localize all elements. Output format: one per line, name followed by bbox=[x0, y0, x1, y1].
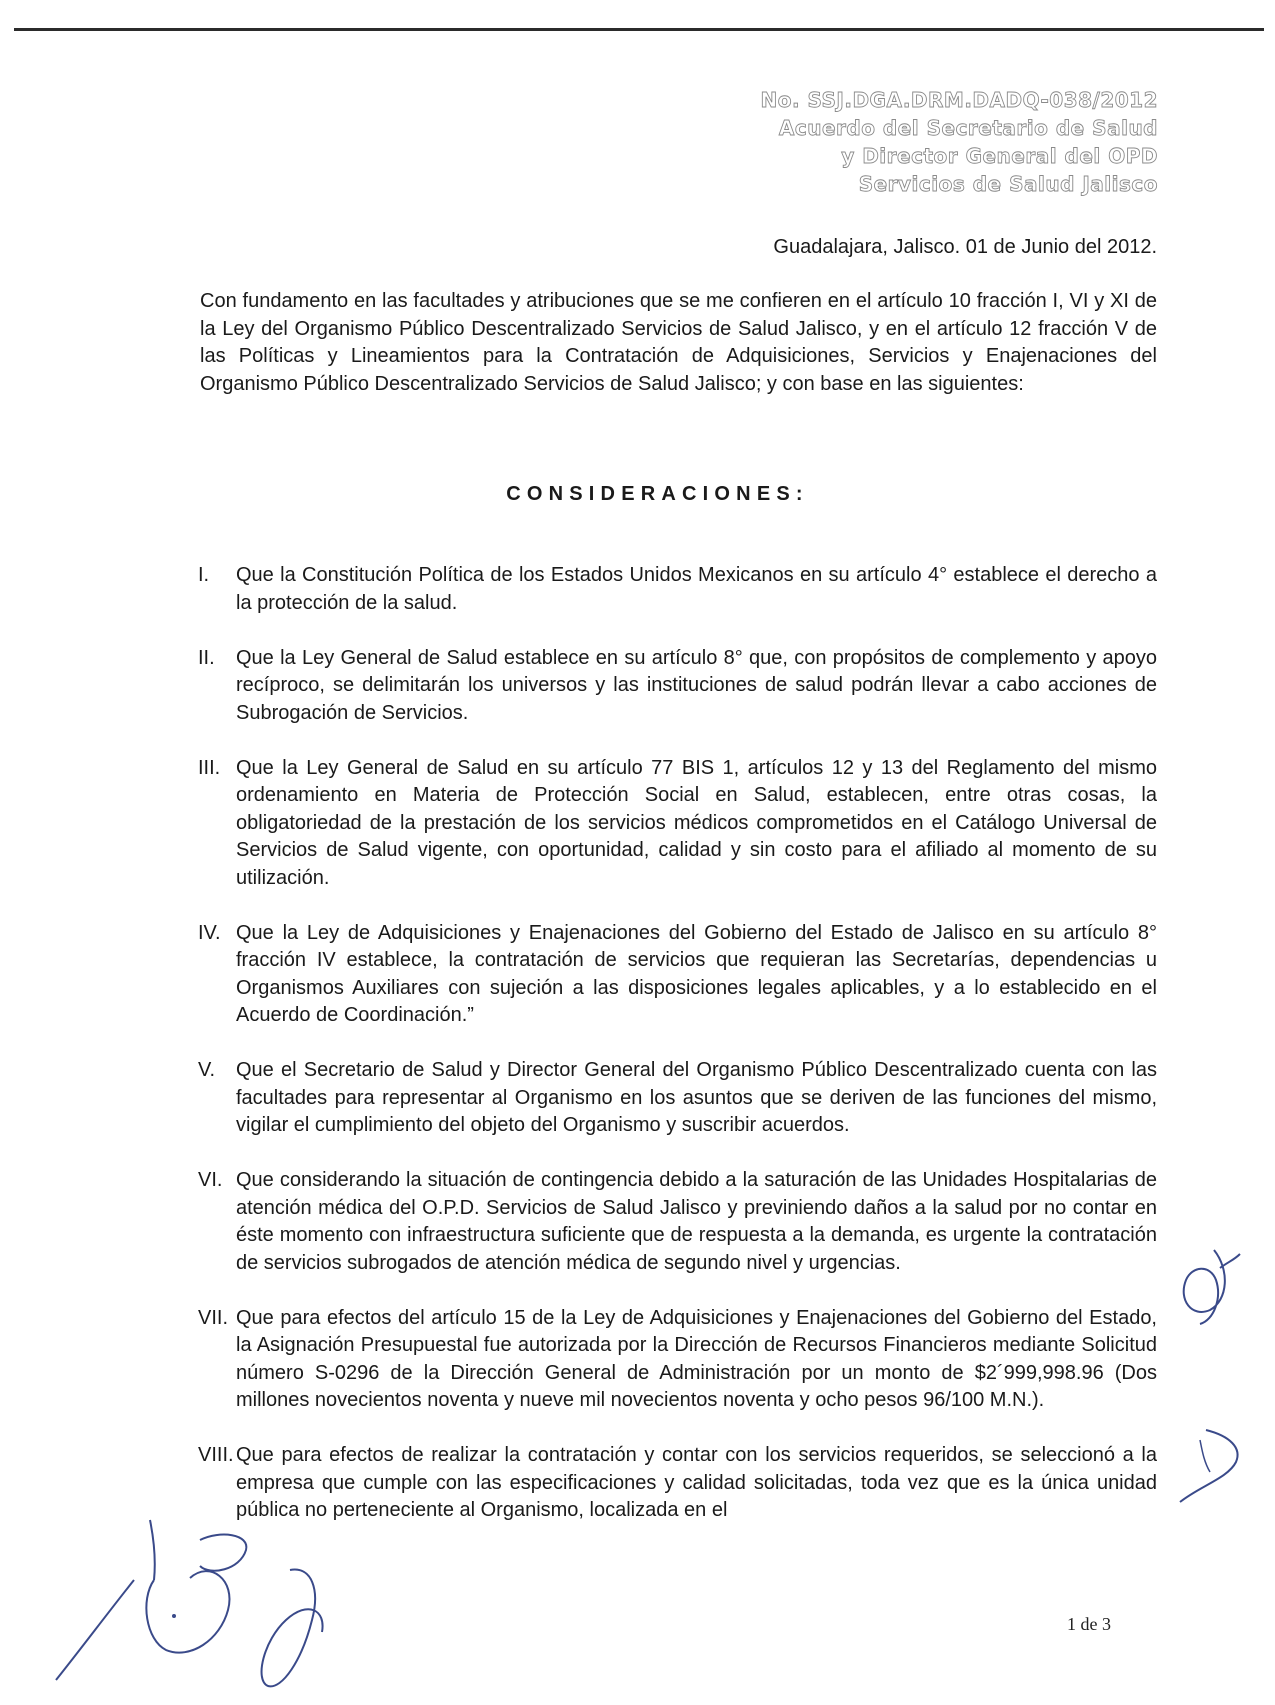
item-number: VII. bbox=[198, 1306, 229, 1329]
consideration-item bbox=[192, 1057, 1157, 1140]
margin-initials-signature bbox=[1170, 1240, 1260, 1540]
item-text: Que para efectos de realizar la contratación y contar con los servicios requeridos, se seleccionó a la empresa que cumple con las especificaciones y calidad solicitadas, toda vez que es la única unidad pública no perteneciente al Organismo, localizada en el bbox=[236, 1444, 1157, 1521]
item-number: I. bbox=[198, 564, 210, 586]
item-number: VI. bbox=[198, 1169, 223, 1191]
consideration-item bbox=[192, 920, 1157, 1030]
considerations-heading: CONSIDERACIONES: bbox=[506, 483, 809, 505]
header-line-4: Servicios de Salud Jalisco bbox=[858, 172, 1158, 196]
document-date: Guadalajara, Jalisco. 01 de Junio del 2012. bbox=[773, 236, 1157, 258]
item-text: Que la Constitución Política de los Estados Unidos Mexicanos en su artículo 4° establece el derecho a la protección de la salud. bbox=[236, 564, 1157, 614]
consideration-item bbox=[192, 562, 1157, 617]
document-header bbox=[760, 86, 1158, 198]
considerations-heading-row bbox=[0, 483, 1275, 506]
item-text: Que la Ley General de Salud establece en su artículo 8° que, con propósitos de complemento y apoyo recíproco, se delimitarán los universos y las instituciones de salud podrán llevar a cabo acciones de Subrogación de Servicios. bbox=[236, 646, 1157, 724]
considerations-list bbox=[192, 562, 1157, 1552]
item-number: IV. bbox=[198, 921, 221, 944]
item-number: V. bbox=[198, 1059, 216, 1081]
page-number: 1 de 3 bbox=[1067, 1614, 1111, 1634]
item-number: VIII. bbox=[198, 1444, 234, 1466]
item-text: Que la Ley de Adquisiciones y Enajenaciones del Gobierno del Estado de Jalisco en su artículo 8° fracción IV establece, la contratación de servicios que requieran las Secretarías, dependencias u Organismos Auxiliares con sujeción a las disposiciones legales aplicables, y a lo establecido en el Acuerdo de Coordinación.” bbox=[236, 921, 1157, 1026]
consideration-item bbox=[192, 1305, 1157, 1415]
header-line-3: y Director General del OPD bbox=[841, 144, 1158, 168]
consideration-item bbox=[192, 1442, 1157, 1525]
document-number: No. SSJ.DGA.DRM.DADQ-038/2012 bbox=[760, 88, 1158, 112]
header-line-2: Acuerdo del Secretario de Salud bbox=[778, 116, 1158, 140]
item-text: Que para efectos del artículo 15 de la Ley de Adquisiciones y Enajenaciones del Gobierno del Estado, la Asignación Presupuestal fue autorizada por la Dirección de Recursos Financieros mediante Solicitud número S-0296 de la Dirección General de Administración por un monto de $2´999,998.96 (Dos millones novecientos noventa y nueve mil novecientos noventa y ocho pesos 96/100 M.N.). bbox=[236, 1306, 1157, 1411]
item-number: III. bbox=[198, 756, 221, 779]
consideration-item bbox=[192, 755, 1157, 893]
consideration-item bbox=[192, 645, 1157, 728]
item-text: Que considerando la situación de contingencia debido a la saturación de las Unidades Hospitalarias de atención médica del O.P.D. Servicios de Salud Jalisco y previniendo daños a la salud por no contar en éste momento con infraestructura suficiente que de respuesta a la demanda, es urgente la contratación de servicios subrogados de atención médica de segundo nivel y urgencias. bbox=[236, 1169, 1157, 1274]
consideration-item bbox=[192, 1167, 1157, 1277]
top-rule bbox=[14, 28, 1264, 31]
intro-paragraph: Con fundamento en las facultades y atribuciones que se me confieren en el artículo 10 fracción I, VI y XI de la Ley del Organismo Público Descentralizado Servicios de Salud Jalisco, y en el artículo 12 fracción V de las Políticas y Lineamientos para la Contratación de Adquisiciones, Servicios y Enajenaciones del Organismo Público Descentralizado Servicios de Salud Jalisco; y con base en las siguientes: bbox=[200, 290, 1157, 395]
item-text: Que el Secretario de Salud y Director General del Organismo Público Descentralizado cuenta con las facultades para representar al Organismo en los asuntos que se deriven de las funciones del mismo, vigilar el cumplimiento del objeto del Organismo y suscribir acuerdos. bbox=[236, 1059, 1157, 1136]
item-number: II. bbox=[198, 646, 215, 669]
item-text: Que la Ley General de Salud en su artículo 77 BIS 1, artículos 12 y 13 del Reglamento del mismo ordenamiento en Materia de Protección Social en Salud, establecen, entre otras cosas, la obligatoriedad de la prestación de los servicios médicos comprometidos en el Catálogo Universal de Servicios de Salud vigente, con oportunidad, calidad y sin costo para el afiliado al momento de su utilización. bbox=[236, 756, 1157, 889]
